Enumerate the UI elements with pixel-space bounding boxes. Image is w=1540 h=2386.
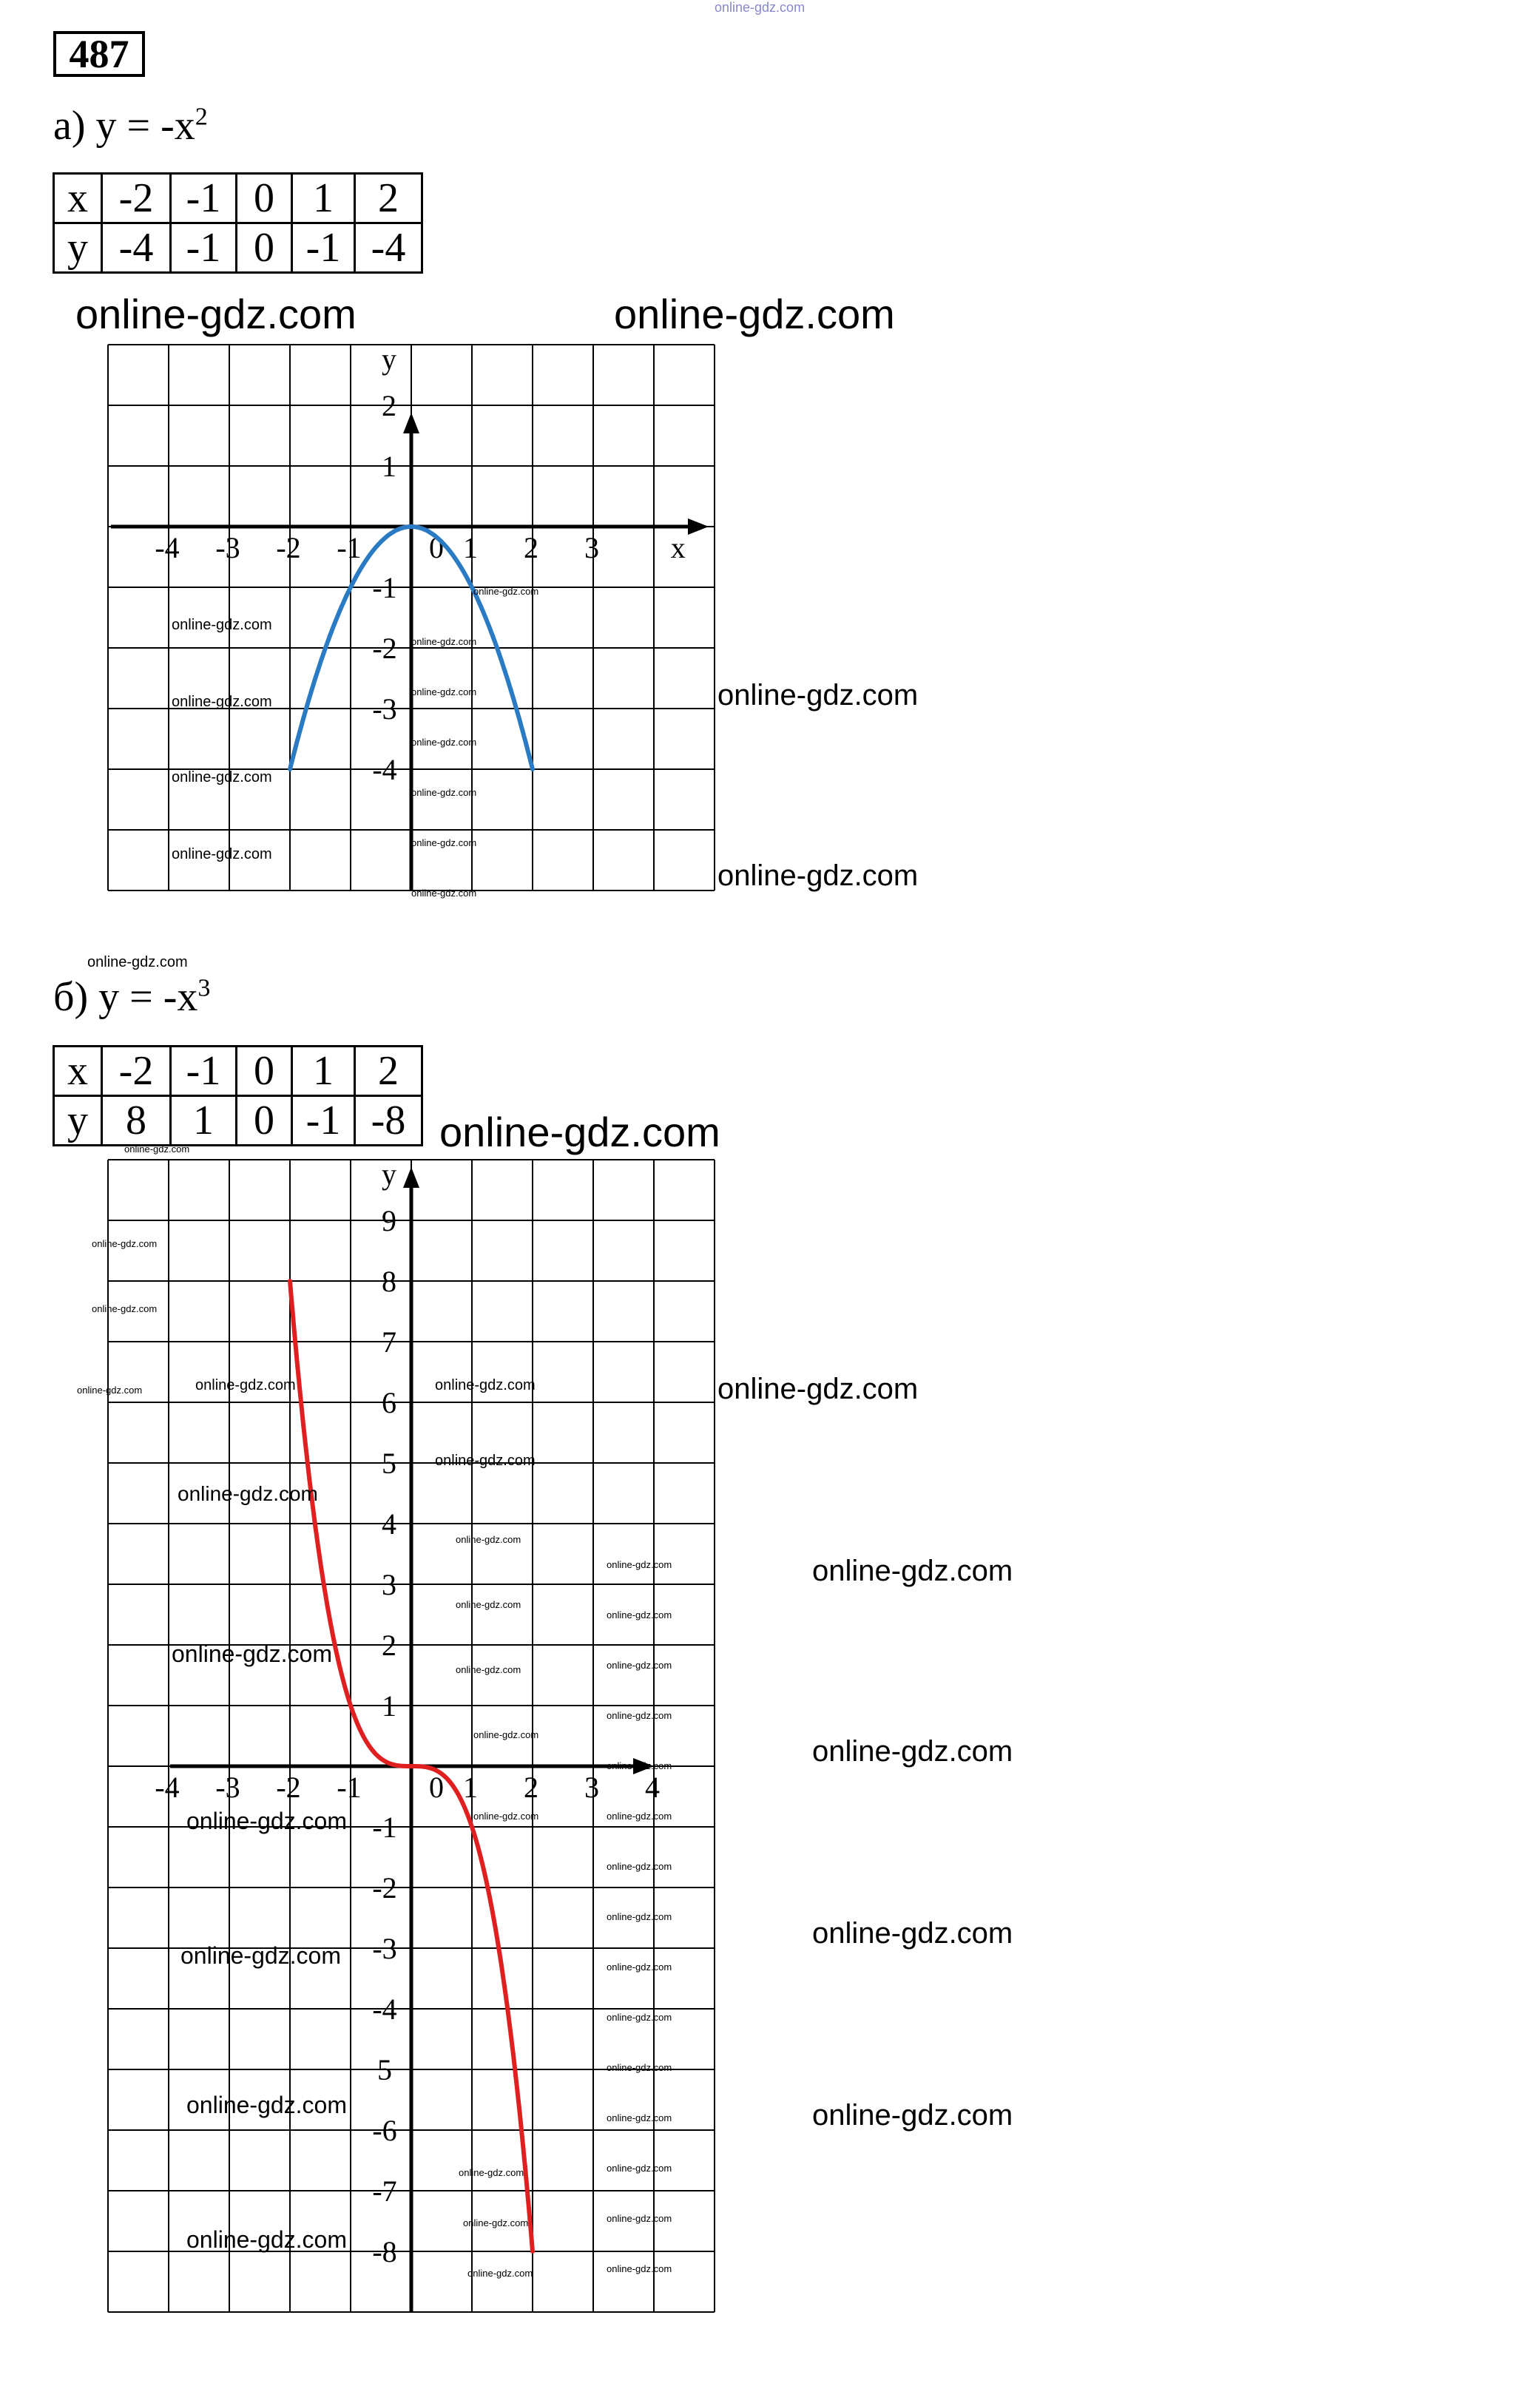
y-tick-label: 9 (382, 1204, 396, 1237)
watermark: online-gdz.com (812, 1555, 1013, 1587)
y-tick-label: -2 (372, 1871, 397, 1905)
tick-labels (155, 342, 685, 786)
table-cell: 1 (292, 174, 355, 223)
y-tick-label: -1 (372, 571, 397, 604)
x-tick-label: 0 (429, 531, 444, 564)
watermark: online-gdz.com (411, 686, 477, 697)
watermark: online-gdz.com (411, 737, 477, 748)
watermark: online-gdz.com (411, 837, 477, 848)
table-cell: 0 (237, 174, 292, 223)
watermark: online-gdz.com (614, 291, 895, 337)
watermark: online-gdz.com (75, 291, 357, 337)
x-tick-label: -1 (337, 1771, 362, 1804)
watermark: online-gdz.com (411, 636, 477, 647)
watermark: online-gdz.com (473, 586, 539, 597)
watermark: online-gdz.com (186, 2092, 347, 2118)
watermark: online-gdz.com (456, 1534, 521, 1545)
y-axis-label: y (382, 1157, 396, 1191)
y-tick-label: 7 (382, 1325, 396, 1359)
y-tick-label: 8 (382, 1265, 396, 1298)
x-axis-arrow (688, 518, 709, 535)
watermark: online-gdz.com (607, 2112, 672, 2123)
y-tick-label: -4 (372, 753, 397, 786)
watermark: online-gdz.com (812, 2099, 1013, 2132)
table-cell: 0 (237, 1096, 292, 1146)
watermark: online-gdz.com (92, 1238, 158, 1249)
table-cell: 2 (355, 174, 422, 223)
watermark: online-gdz.com (124, 1143, 190, 1155)
part-a-graph (0, 0, 1540, 962)
table-cell: 0 (237, 223, 292, 273)
problem-number: 487 (53, 31, 145, 77)
y-tick-label: -4 (372, 1993, 397, 2026)
table-cell: -1 (171, 1047, 237, 1096)
y-tick-label: 1 (382, 450, 396, 483)
watermark: online-gdz.com (411, 888, 477, 899)
watermark: online-gdz.com (186, 2226, 347, 2253)
watermark: online-gdz.com (178, 1482, 318, 1505)
watermark: online-gdz.com (607, 2163, 672, 2174)
watermark: online-gdz.com (812, 1735, 1013, 1768)
part-b-exponent: 3 (197, 974, 211, 1002)
y-tick-label: -3 (372, 692, 397, 726)
y-tick-label: 4 (382, 1507, 396, 1541)
watermark: online-gdz.com (195, 1377, 296, 1393)
table-header-x: x (54, 174, 102, 223)
part-b-label: б) (53, 974, 89, 1020)
watermark: online-gdz.com (607, 2012, 672, 2023)
table-cell: -1 (171, 223, 237, 273)
table-cell: 2 (355, 1047, 422, 1096)
watermark: online-gdz.com (607, 2213, 672, 2224)
table-cell: 8 (102, 1096, 171, 1146)
part-b-title (53, 973, 210, 1021)
y-axis-arrow (403, 413, 419, 433)
x-tick-label: 3 (584, 1771, 599, 1804)
axes (170, 1167, 654, 2312)
y-tick-label: -7 (372, 2174, 397, 2208)
part-a-formula: y = -x (95, 103, 195, 149)
table-cell: -8 (355, 1096, 422, 1146)
y-tick-label: 5 (377, 2053, 392, 2086)
watermark: online-gdz.com (186, 1808, 347, 1834)
table-cell: 1 (171, 1096, 237, 1146)
watermark: online-gdz.com (435, 1377, 536, 1393)
y-tick-label: 5 (382, 1447, 396, 1480)
x-axis-label: x (670, 531, 686, 564)
watermark: online-gdz.com (435, 1453, 536, 1469)
y-tick-label: 2 (382, 1629, 396, 1662)
watermark: online-gdz.com (607, 1911, 672, 1922)
watermark: online-gdz.com (607, 2263, 672, 2274)
table-cell: 1 (292, 1047, 355, 1096)
watermark: online-gdz.com (812, 1917, 1013, 1950)
x-tick-label: -4 (155, 1771, 180, 1804)
y-tick-label: -2 (372, 632, 397, 665)
watermark: online-gdz.com (467, 2268, 533, 2279)
watermark: online-gdz.com (717, 679, 919, 712)
x-tick-label: 4 (645, 1771, 660, 1804)
x-tick-label: 1 (463, 1771, 478, 1804)
table-header-y: y (54, 223, 102, 273)
table-cell: -2 (102, 174, 171, 223)
table-cell: -4 (102, 223, 171, 273)
y-tick-label: 2 (382, 389, 396, 422)
watermark: online-gdz.com (172, 694, 272, 710)
part-a-label: а) (53, 103, 86, 149)
watermark: online-gdz.com (411, 787, 477, 798)
x-tick-label: -2 (276, 1771, 301, 1804)
y-axis-label: y (382, 342, 396, 376)
watermark: online-gdz.com (607, 1660, 672, 1671)
y-tick-label: 1 (382, 1689, 396, 1723)
part-b-formula: y = -x (98, 974, 198, 1020)
watermark: online-gdz.com (607, 1861, 672, 1872)
table-header-x: x (54, 1047, 102, 1096)
axes (111, 413, 709, 890)
watermark: online-gdz.com (459, 2167, 524, 2178)
y-tick-label: -1 (372, 1811, 397, 1844)
watermark: online-gdz.com (607, 2062, 672, 2073)
x-tick-label: -3 (215, 1771, 240, 1804)
watermark: online-gdz.com (473, 1811, 539, 1822)
watermark: online-gdz.com (607, 1559, 672, 1570)
table-cell: -2 (102, 1047, 171, 1096)
y-tick-label: 3 (382, 1568, 396, 1601)
table-header-y: y (54, 1096, 102, 1146)
table-cell: 0 (237, 1047, 292, 1096)
x-tick-label: -3 (215, 531, 240, 564)
watermark: online-gdz.com (717, 1373, 919, 1405)
table-row (54, 1047, 422, 1096)
watermark: online-gdz.com (456, 1599, 521, 1610)
watermark: online-gdz.com (439, 1109, 720, 1155)
x-tick-label: 0 (429, 1771, 444, 1804)
watermark: online-gdz.com (172, 769, 272, 785)
table-cell: -4 (355, 223, 422, 273)
y-tick-label: -6 (372, 2114, 397, 2147)
x-tick-label: -4 (155, 531, 180, 564)
x-tick-label: 1 (463, 531, 478, 564)
y-tick-label: 6 (382, 1386, 396, 1419)
part-a-exponent: 2 (195, 103, 208, 131)
watermark: online-gdz.com (607, 1811, 672, 1822)
watermark: online-gdz.com (92, 1303, 158, 1314)
y-tick-label: -8 (372, 2235, 397, 2268)
watermark: online-gdz.com (607, 1961, 672, 1973)
x-tick-label: 2 (524, 531, 538, 564)
watermark: online-gdz.com (172, 846, 272, 862)
x-tick-label: 2 (524, 1771, 538, 1804)
table-cell: -1 (292, 223, 355, 273)
watermark: online-gdz.com (607, 1710, 672, 1721)
header-link[interactable]: online-gdz.com (715, 0, 806, 15)
part-b-graph (0, 1109, 1540, 2386)
watermark: online-gdz.com (607, 1760, 672, 1771)
x-tick-label: -1 (337, 531, 362, 564)
watermark: online-gdz.com (77, 1385, 143, 1396)
watermark: online-gdz.com (717, 859, 919, 892)
watermark: online-gdz.com (463, 2217, 529, 2228)
watermark: online-gdz.com (607, 1609, 672, 1620)
watermark: online-gdz.com (473, 1729, 539, 1740)
table-cell: -1 (292, 1096, 355, 1146)
watermark: online-gdz.com (456, 1664, 521, 1675)
watermark: online-gdz.com (172, 1640, 332, 1667)
watermark: online-gdz.com (87, 954, 188, 970)
x-tick-label: -2 (276, 531, 301, 564)
y-tick-label: -3 (372, 1932, 397, 1965)
x-tick-label: 3 (584, 531, 599, 564)
watermark: online-gdz.com (180, 1942, 341, 1969)
y-axis-arrow (403, 1167, 419, 1188)
watermark: online-gdz.com (172, 617, 272, 633)
table-cell: -1 (171, 174, 237, 223)
